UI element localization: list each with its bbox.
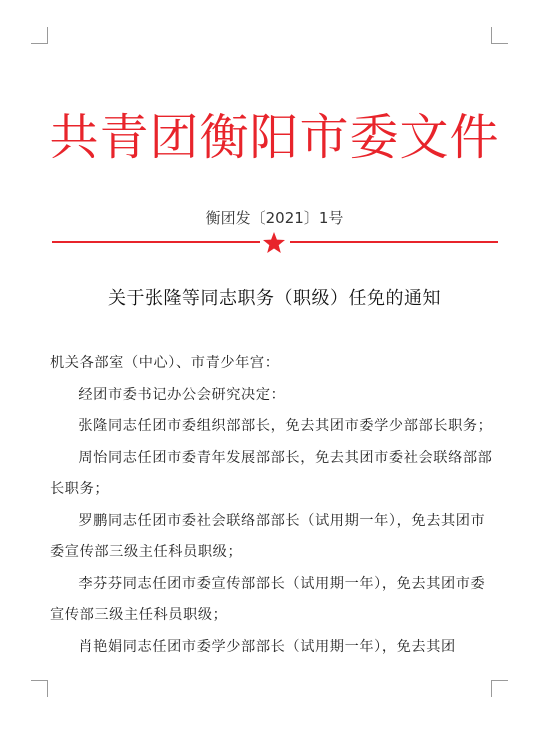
red-star-icon <box>262 231 286 255</box>
salutation: 机关各部室（中心）、市青少年宫： <box>50 355 280 371</box>
document-number: 衡团发〔2021〕1号 <box>205 209 344 227</box>
paragraph: 罗鹏同志任团市委社会联络部部长（试用期一年），免去其团市委宣传部三级主任科员职级； <box>50 512 486 560</box>
paragraph: 张隆同志任团市委组织部部长，免去其团市委学少部部长职务； <box>78 418 493 434</box>
paragraph: 周怡同志任团市委青年发展部部长，免去其团市委社会联络部部长职务； <box>50 449 493 497</box>
paragraph: 李芬芬同志任团市委宣传部部长（试用期一年），免去其团市委宣传部三级主任科员职级； <box>50 575 486 623</box>
document-body <box>50 348 500 663</box>
corner-mark-top-left <box>31 27 48 44</box>
corner-mark-top-right <box>491 27 508 44</box>
document-masthead: 共青团衡阳市委文件 <box>49 109 500 166</box>
paragraph: 肖艳娟同志任团市委学少部部长（试用期一年），免去其团 <box>78 638 456 655</box>
red-divider-left <box>52 241 260 243</box>
corner-mark-bottom-left <box>31 680 48 697</box>
corner-mark-bottom-right <box>491 680 508 697</box>
document-title: 关于张隆等同志职务（职级）任免的通知 <box>108 288 441 309</box>
red-divider-right <box>290 241 498 243</box>
paragraph: 经团市委书记办公会研究决定： <box>78 386 286 403</box>
